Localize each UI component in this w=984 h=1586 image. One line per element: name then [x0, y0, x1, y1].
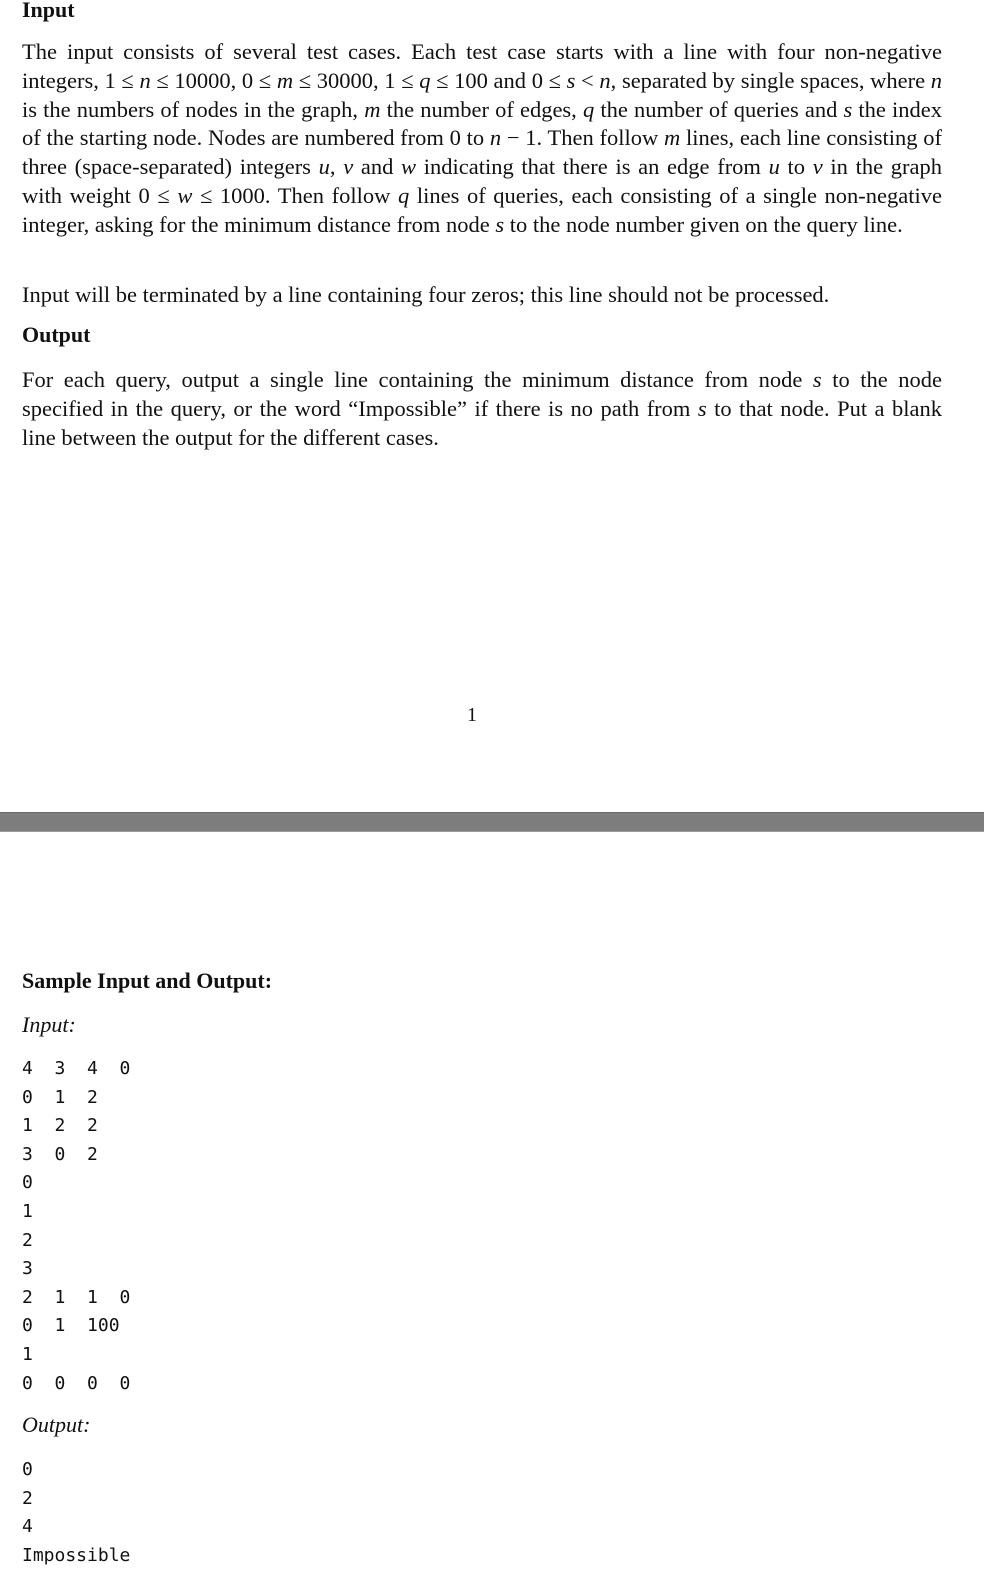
sample-input-block [22, 1055, 130, 1398]
code-line: 0 1 100 [22, 1315, 120, 1337]
code-line: 2 1 1 0 [22, 1286, 131, 1308]
sample-input-label: Input: [22, 1012, 76, 1037]
math-variable: n [489, 125, 502, 151]
math-variable: n [599, 67, 611, 93]
code-line: 0 [22, 1459, 33, 1480]
math-variable: s [495, 211, 505, 237]
math-variable: m [663, 125, 681, 151]
math-variable: s [812, 367, 822, 392]
page-2 [0, 832, 984, 1586]
code-line: 2 [22, 1487, 33, 1509]
code-line: 0 [22, 1172, 33, 1194]
math-variable: s [843, 96, 853, 122]
math-variable: n [139, 67, 151, 93]
page-divider [0, 812, 984, 832]
math-variable: q [397, 182, 410, 208]
input-description: The input consists of several test cases. Each test case starts with a line with four non-negative integers, 1 ≤ n ≤ 10000, 0 ≤ m ≤ 30000, 1 ≤ q ≤ 100 and 0 ≤ s < n, separated by single spaces, where n is the numbers of nodes in the graph, m the number of edges, q the number of queries and s the index of the starting node. Nodes are numbered from 0 to n − 1. Then follow m lines, each line consisting of three (space-separated) integers u, v and w indicating that there is an edge from u to v in the graph with weight 0 ≤ w ≤ 1000. Then follow q lines of queries, each consisting of a single non-negative integer, asking for the minimum distance from node s to the node number given on the query line. [22, 39, 943, 237]
sample-output-block [22, 1456, 130, 1570]
math-variable: n [930, 67, 942, 93]
sample-output-label: Output: [22, 1412, 91, 1437]
math-variable: m [364, 96, 381, 122]
math-variable: v [812, 154, 823, 180]
code-line: 1 [22, 1343, 33, 1365]
code-line: 0 1 2 [22, 1086, 98, 1108]
code-line: 3 0 2 [22, 1143, 98, 1165]
code-line: 1 [22, 1200, 33, 1222]
sample-heading: Sample Input and Output: [22, 968, 273, 993]
code-line: 4 [22, 1516, 33, 1538]
code-line: 2 [22, 1229, 33, 1251]
math-variable: v [343, 154, 354, 180]
code-line: 4 3 4 0 [22, 1058, 131, 1079]
code-line: 3 [22, 1258, 33, 1280]
math-variable: s [697, 395, 707, 421]
math-variable: u [768, 154, 780, 180]
output-description: For each query, output a single line containing the minimum distance from node s to the node specified in the query, or the word “Impossible” if there is no path from s to that node. Put a blank line between the output for the different cases. [22, 367, 942, 450]
math-variable: w [401, 154, 417, 180]
code-line: Impossible [22, 1544, 131, 1566]
output-heading: Output [22, 322, 91, 347]
input-heading: Input [22, 0, 75, 22]
page-number: 1 [467, 704, 477, 726]
math-variable: m [276, 67, 294, 93]
code-line: 1 2 2 [22, 1115, 98, 1137]
math-variable: u [318, 154, 330, 180]
code-line: 0 0 0 0 [22, 1372, 131, 1394]
math-variable: q [582, 96, 595, 122]
termination-note: Input will be terminated by a line containing four zeros; this line should not be processed. [22, 282, 830, 307]
math-variable: s [566, 67, 576, 93]
math-variable: w [177, 182, 193, 208]
math-variable: q [419, 67, 431, 93]
